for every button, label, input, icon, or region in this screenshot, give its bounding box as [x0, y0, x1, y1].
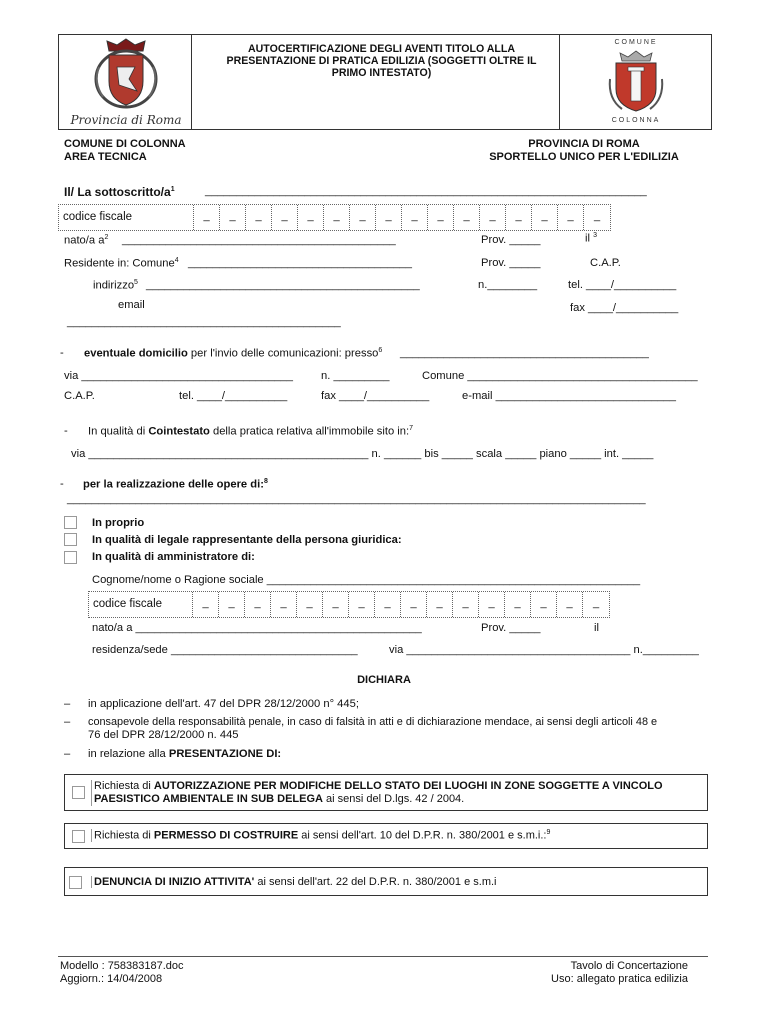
footer-uso: Uso: allegato pratica edilizia [551, 973, 688, 985]
prov-field[interactable]: Prov. _____ [481, 234, 541, 246]
domicilio-n-field[interactable]: n. _________ [321, 370, 390, 382]
codice-fiscale-char-cell[interactable]: _ [401, 592, 427, 617]
indirizzo-label: indirizzo$^5$ [93, 279, 138, 292]
residenza-field[interactable]: residenza/sede ______________________________ [92, 644, 358, 656]
amministratore-checkbox[interactable] [64, 551, 77, 564]
sottoscritto-field[interactable]: _______________________________________________________________________ [205, 185, 647, 197]
codice-fiscale-char-cell[interactable]: _ [427, 592, 453, 617]
codice-fiscale-char-cell[interactable]: _ [350, 205, 376, 230]
right-logo-top-text: COMUNE [614, 39, 658, 46]
comune-colonna-shield-icon [606, 49, 666, 115]
domicilio-fax-field[interactable]: fax ____/__________ [321, 390, 430, 402]
option-dia-text: DENUNCIA DI INIZIO ATTIVITA' ai sensi dell'art. 22 del D.P.R. n. 380/2001 e s.m.i [91, 876, 496, 888]
legale-rappresentante-label: In qualità di legale rappresentante della persona giuridica: [92, 534, 402, 546]
option-autorizzazione-text: Richiesta di AUTORIZZAZIONE PER MODIFICHE DELLO STATO DEI LUOGHI IN ZONE SOGGETTE A VINCOLO PAESISTICO AMBIENTALE IN SUB DELEGA ai sensi del D.lgs. 42 / 2004. [91, 780, 663, 806]
il-field[interactable]: il $^3$ [585, 232, 597, 245]
domicilio-field[interactable]: ________________________________________ [400, 347, 649, 359]
codice-fiscale-char-cell[interactable]: _ [558, 205, 584, 230]
email-field[interactable]: ____________________________________________ [67, 316, 341, 328]
dichiara-dash-2: – [64, 716, 71, 728]
codice-fiscale-char-cell[interactable]: _ [272, 205, 298, 230]
domicilio-email-field[interactable]: e-mail _____________________________ [462, 390, 677, 402]
via2-field[interactable]: via ____________________________________ n._________ [389, 644, 699, 656]
dichiara-dash-1: – [64, 698, 71, 710]
codice-fiscale-char-cell[interactable]: _ [506, 205, 532, 230]
domicilio-label: eventuale domicilio per l'invio delle comunicazioni: presso$^6$ [84, 347, 383, 360]
dichiara-dash-3: – [64, 748, 71, 760]
codice-fiscale-char-cell[interactable]: _ [532, 205, 558, 230]
domicilio-dash: - [60, 347, 64, 359]
codice-fiscale-char-cell[interactable]: _ [531, 592, 557, 617]
option-permesso-checkbox[interactable] [72, 830, 85, 843]
dichiara-item-2a: consapevole della responsabilità penale, in caso di falsità in atti e di dichiarazione mendace, ai sensi degli articoli 48 e [88, 716, 658, 728]
codice-fiscale-row [58, 204, 611, 231]
codice-fiscale-char-cell[interactable]: _ [376, 205, 402, 230]
footer-modello: Modello : 758383187.doc [60, 960, 184, 972]
codice-fiscale-char-cell[interactable]: _ [323, 592, 349, 617]
codice-fiscale-char-cell[interactable]: _ [194, 205, 220, 230]
dichiara-title: DICHIARA [357, 674, 411, 686]
codice-fiscale-char-cell[interactable]: _ [505, 592, 531, 617]
codice-fiscale-char-cell[interactable]: _ [557, 592, 583, 617]
cointestato-dash: - [64, 425, 68, 437]
codice-fiscale-char-cell[interactable]: _ [480, 205, 506, 230]
option-autorizzazione-checkbox[interactable] [72, 786, 85, 799]
left-logo-cell [59, 35, 192, 129]
codice-fiscale-char-cell[interactable]: _ [246, 205, 272, 230]
codice-fiscale-char-cell[interactable]: _ [592, 597, 600, 609]
codice-fiscale-char-cell[interactable]: _ [453, 592, 479, 617]
prov-residente-field[interactable]: Prov. _____ [481, 257, 541, 269]
residente-field[interactable]: ____________________________________ [188, 257, 412, 269]
amministratore-label: In qualità di amministratore di: [92, 551, 255, 563]
nato-label: nato/a $a^2$ [64, 234, 109, 247]
sottoscritto-label: Il/ La sottoscritto/$a^1$ [64, 185, 175, 199]
codice-fiscale-char-cell[interactable]: _ [298, 205, 324, 230]
domicilio-cap-label: C.A.P. [64, 390, 95, 402]
legale-rappresentante-checkbox[interactable] [64, 533, 77, 546]
footer-tavolo: Tavolo di Concertazione [570, 960, 688, 972]
opere-dash: - [60, 478, 64, 490]
codice-fiscale-label-2: codice fiscale [89, 592, 193, 617]
dichiara-item-2b: 76 del DPR 28/12/2000 n. 445 [88, 729, 239, 741]
email-label: email [118, 299, 145, 311]
opere-field[interactable]: _____________________________________________________________________________________________ [67, 493, 646, 505]
footer-rule [58, 956, 708, 957]
immobile-address-field[interactable]: via _____________________________________________ n. ______ bis _____ scala _____ piano _____ int. _____ [71, 448, 654, 460]
tel-field[interactable]: tel. ____/__________ [568, 279, 677, 291]
codice-fiscale-char-cell[interactable]: _ [297, 592, 323, 617]
cognome-field[interactable]: Cognome/nome o Ragione sociale ____________________________________________________________ [92, 574, 641, 586]
nato2-field[interactable]: nato/a a ______________________________________________ [92, 622, 422, 634]
codice-fiscale-row-2 [88, 591, 610, 618]
codice-fiscale-char-cell[interactable]: _ [193, 592, 219, 617]
cap-label: C.A.P. [590, 257, 621, 269]
domicilio-via-field[interactable]: via __________________________________ [64, 370, 293, 382]
codice-fiscale-char-cell[interactable]: _ [349, 592, 375, 617]
codice-fiscale-char-cell[interactable]: _ [428, 205, 454, 230]
left-logo-caption: Provincia di Roma [70, 113, 182, 127]
domicilio-comune-field[interactable]: Comune _____________________________________ [422, 370, 698, 382]
option-dia-box[interactable] [64, 867, 708, 896]
indirizzo-field[interactable]: ____________________________________________ [146, 279, 420, 291]
option-autorizzazione-box[interactable] [64, 774, 708, 811]
codice-fiscale-char-cell[interactable]: _ [220, 205, 246, 230]
option-permesso-text: Richiesta di PERMESSO DI COSTRUIRE ai sensi dell'art. 10 del D.P.R. n. 380/2001 e s.m.i.:$^9$ [91, 829, 550, 842]
il2-field[interactable]: il [594, 622, 599, 634]
provincia-roma-emblem-icon [89, 37, 163, 111]
codice-fiscale-char-cell[interactable]: _ [402, 205, 428, 230]
header-box [58, 34, 712, 130]
codice-fiscale-char-cell[interactable]: _ [454, 205, 480, 230]
domicilio-tel-field[interactable]: tel. ____/__________ [179, 390, 288, 402]
area-tecnica-label: AREA TECNICA [64, 151, 147, 163]
codice-fiscale-char-cell[interactable]: _ [375, 592, 401, 617]
right-logo-cell [559, 35, 712, 129]
right-logo-bottom-text: COLONNA [611, 117, 661, 124]
prov2-field[interactable]: Prov. _____ [481, 622, 541, 634]
codice-fiscale-char-cell[interactable]: _ [271, 592, 297, 617]
codice-fiscale-char-cell[interactable]: _ [219, 592, 245, 617]
comune-label: COMUNE DI COLONNA [64, 138, 186, 150]
codice-fiscale-char-cell[interactable]: _ [593, 210, 601, 222]
codice-fiscale-char-cell[interactable]: _ [245, 592, 271, 617]
footer-aggiorn: Aggiorn.: 14/04/2008 [60, 973, 163, 985]
dichiara-item-1: in applicazione dell'art. 47 del DPR 28/12/2000 n° 445; [88, 698, 359, 710]
in-proprio-label: In proprio [92, 517, 145, 529]
fax-field[interactable]: fax ____/__________ [570, 302, 679, 314]
document-title: AUTOCERTIFICAZIONE DEGLI AVENTI TITOLO ALLA PRESENTAZIONE DI PRATICA EDILIZIA (SOGGETTI OLTRE IL PRIMO INTESTATO) [226, 43, 537, 79]
in-proprio-checkbox[interactable] [64, 516, 77, 529]
codice-fiscale-char-cell[interactable]: _ [479, 592, 505, 617]
nato-field[interactable]: ____________________________________________ [122, 234, 396, 246]
cointestato-label: In qualità di Cointestato della pratica relativa all'immobile sito in:$^7$ [88, 425, 414, 438]
option-dia-checkbox[interactable] [69, 876, 82, 889]
dichiara-item-3: in relazione alla PRESENTAZIONE DI: [88, 748, 282, 760]
option-permesso-box[interactable] [64, 823, 708, 849]
numero-civico-field[interactable]: n.________ [478, 279, 538, 291]
codice-fiscale-label: codice fiscale [59, 205, 194, 230]
opere-label: per la realizzazione delle opere di:$^8$ [83, 478, 268, 491]
residente-label: Residente in: Comune$^4$ [64, 257, 179, 270]
sportello-label: SPORTELLO UNICO PER L'EDILIZIA [489, 151, 679, 163]
codice-fiscale-char-cell[interactable]: _ [324, 205, 350, 230]
provincia-label: PROVINCIA DI ROMA [528, 138, 640, 150]
